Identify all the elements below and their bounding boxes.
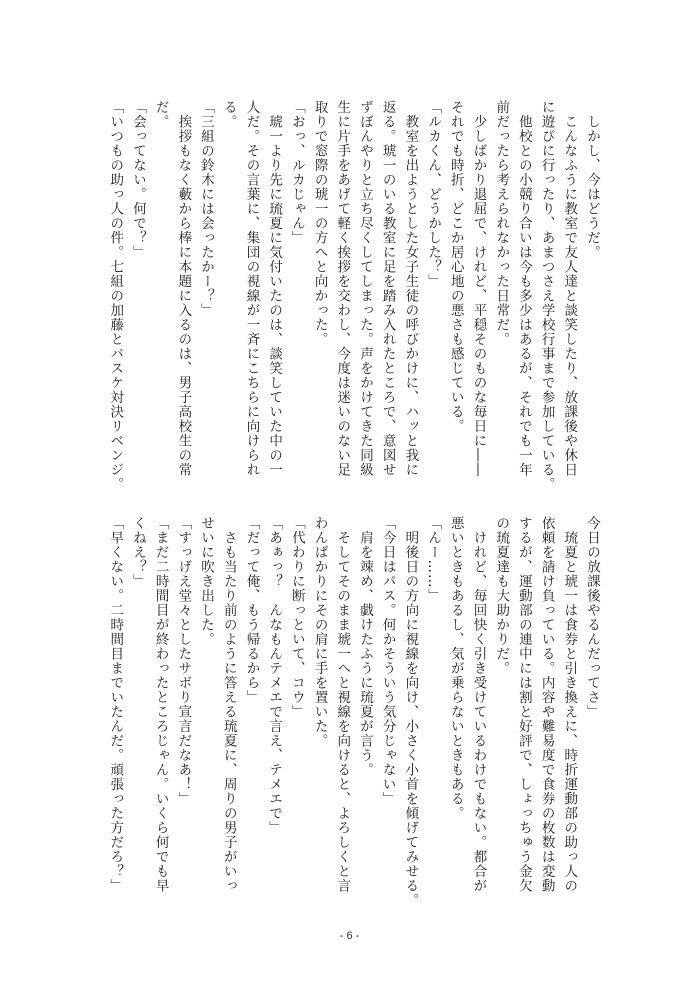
text-column: 他校との小競り合いは今も多少はあるが、それでも一年 [515,100,532,477]
text-column: 悪いときもあるし、気が乗らないときもある。 [447,516,464,821]
text-column: 「んー……」 [425,516,442,603]
text-column: 依頼を請け負っている。内容や難易度で食券の枚数は変動 [538,516,555,893]
text-column: 明後日の方向に視線を向け、小さく小首を傾げてみせる。 [402,516,419,908]
text-column: こんなふうに教室で友人達と談笑したり、放課後や休日 [561,100,578,477]
text-column: 教室を出ようとした女子生徒の呼びかけに、ハッと我に [402,100,419,477]
text-column: 「今日はパス。何かそういう気分じゃない」 [379,516,396,806]
text-column: 挨拶もなく藪から棒に本題に入るのは、男子高校生の常 [175,100,192,477]
text-column: 「会ってない。何で？」 [129,100,146,260]
text-column: 少しばかり退屈で、けれど、平穏そのものな毎日に―― [470,100,487,477]
text-column: 取りで窓際の琥一の方へと向かった。 [311,100,328,347]
text-column: 人だ。その言葉に、集団の視線が一斉にこちらに向けられ [243,100,260,477]
text-column: くねえ？」 [129,516,146,589]
page-number: - 6 - [339,930,360,942]
text-column: せいに吹き出した。 [198,516,215,647]
text-column: 前だったら考えられなかった日常だ。 [493,100,510,347]
text-column: それでも時折、どこか居心地の悪さも感じている。 [447,100,464,434]
text-column: ずぼんやりと立ち尽くしてしまった。声をかけてきた同級 [356,100,373,477]
text-column: 「まだ二時間目が終わったところじゃん。いくら何でも早 [152,516,169,893]
text-column: 「あぁっ？ んなもんテメエで言え、テメエで」 [266,516,283,835]
text-column: するが、運動部の連中には割と好評で、しょっちゅう金欠 [515,516,532,893]
text-column: だ。 [152,100,169,129]
text-column: 「ルカくん、どうかした？」 [425,100,442,289]
text-column: しかし、今はどうだ。 [584,100,600,260]
text-column: 「代わりに断っといて、コウ」 [288,516,305,719]
text-column: 「早くない。二時間目までいたんだ。頑張った方だろ？」 [107,516,124,893]
text-column: わんばかりにその肩に手を置いた。 [311,516,328,748]
text-column: 「すっげえ堂々としたサボり宣言だなあ！」 [175,516,192,806]
upper-tier-text [103,100,603,492]
text-column: 肩を竦め、戯けたふうに琉夏が言う。 [356,516,373,777]
text-column: 「三組の鈴木には会ったかー？」 [198,100,215,318]
text-column: 生に片手をあげて軽く挨拶を交わし、今度は迷いのない足 [334,100,351,477]
text-column: の琉夏達も大助かりだ。 [493,516,510,676]
text-column: に遊びに行ったり、あまつさえ学校行事まで参加している。 [538,100,555,492]
text-column: けれど、毎回快く引き受けているわけでもない。都合が [470,516,487,893]
lower-tier-text [103,516,603,908]
text-column: 琉夏と琥一は食券と引き換えに、時折運動部の助っ人の [561,516,578,893]
text-column: 琥一より先に琉夏に気付いたのは、談笑していた中の一 [266,100,283,477]
text-column: 「いつもの助っ人の件。七組の加藤とバスケ対決リベンジ。 [107,100,124,492]
text-column: そしてそのまま琥一へと視線を向けると、よろしくと言 [334,516,351,893]
text-column: る。 [220,100,237,129]
text-column: 返る。琥一のいる教室に足を踏み入れたところで、意図せ [379,100,396,477]
text-column: 「おっ、ルカじゃん」 [288,100,305,245]
text-column: 今日の放課後やるんだってさ」 [584,516,600,719]
text-column: 「だって俺、もう帰るから」 [243,516,260,705]
text-column: さも当たり前のように答える琉夏に、周りの男子がいっ [220,516,237,893]
